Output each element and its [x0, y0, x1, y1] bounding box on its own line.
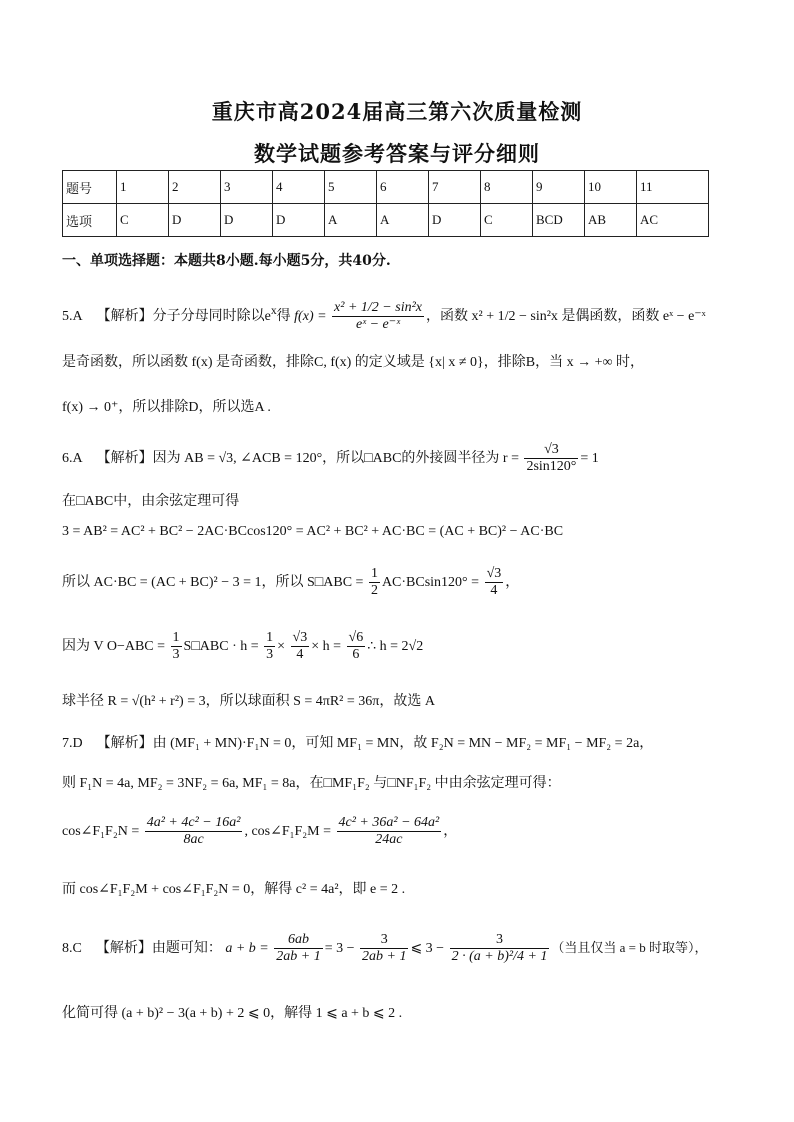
table-question-cell: 5	[325, 171, 377, 204]
q5-fx: f(x) =	[294, 308, 327, 324]
q7-line4: 而 cos∠F₁F₂M + cos∠F₁F₂N = 0，解得 c² = 4a²，即 e = 2 .	[62, 882, 406, 897]
table-question-cell: 10	[585, 171, 637, 204]
q7-frac2	[337, 815, 442, 848]
q6-line4	[62, 566, 519, 599]
table-question-cell: 6	[377, 171, 429, 204]
table-question-cell: 7	[429, 171, 481, 204]
q7-frac2-den: 24ac	[375, 832, 403, 848]
q6-r-den: 2sin120°	[526, 459, 577, 475]
q7-tag: 7.D	[62, 736, 83, 751]
q7-line3	[62, 815, 457, 848]
q6-s3b-den: 4	[296, 647, 304, 663]
table-row	[63, 204, 709, 237]
section-heading: 一、单项选择题：本题共8小题.每小题5分，共40分.	[62, 253, 391, 269]
table-answer-cell: D	[273, 204, 325, 237]
q6-s6-num: √6	[347, 630, 366, 647]
table-answer-cell: AB	[585, 204, 637, 237]
q5-ex-sup: x	[270, 304, 277, 318]
q5-head: 【解析】分子分母同时除以	[96, 308, 265, 324]
q7-cos1: cos∠F₁F₂N =	[62, 823, 140, 839]
table-row	[63, 171, 709, 204]
table-question-cell: 3	[221, 171, 273, 204]
q6-text4b: AC·BCsin120° =	[381, 574, 480, 590]
q8-text1: 【解析】由题可知：	[95, 940, 222, 956]
q6-text5e: ∴ h = 2√2	[367, 638, 424, 654]
q6-s3-den: 4	[490, 583, 498, 599]
q6-r-num: √3	[524, 442, 578, 459]
q5-fraction	[332, 300, 424, 333]
table-question-cell: 11	[637, 171, 709, 204]
q6-text4c: ，	[505, 574, 520, 590]
q7-line2: 则 F₁N = 4a, MF₂ = 3NF₂ = 6a, MF₁ = 8a，在□MF₁F₂ 与□NF₁F₂ 中由余弦定理可得：	[62, 776, 561, 791]
q8-frac2	[360, 932, 408, 965]
q7-frac1-den: 8ac	[183, 832, 204, 848]
q6-third-num: 1	[171, 630, 182, 647]
q5-text1: ，函数 x² + 1/2 − sin²x 是偶函数，函数 eˣ − e⁻ˣ	[426, 308, 706, 324]
q5-num: x² + 1/2 − sin²x	[332, 300, 424, 317]
q7-line1	[62, 732, 653, 752]
q8-frac1-den: 2ab + 1	[276, 949, 321, 965]
table-question-cell: 9	[533, 171, 585, 204]
table-header-label: 题号	[63, 171, 117, 204]
table-answer-cell: D	[221, 204, 273, 237]
table-question-cell: 2	[169, 171, 221, 204]
q5-line2: 是奇函数，所以函数 f(x) 是奇函数，排除C, f(x) 的定义域是 {x| x ≠ 0}，排除B，当 x → +∞ 时，	[62, 355, 644, 370]
q6-third2-den: 3	[266, 647, 274, 663]
table-answer-cell: AC	[637, 204, 709, 237]
q6-line6: 球半径 R = √(h² + r²) = 3，所以球面积 S = 4πR² = 36π，故选 A	[62, 694, 435, 709]
table-answer-cell: C	[117, 204, 169, 237]
q6-text1b: = 1	[580, 450, 599, 466]
q7-comma: ，	[443, 823, 458, 839]
table-answer-label: 选项	[63, 204, 117, 237]
q5-line3: f(x) → 0⁺，所以排除D，所以选A .	[62, 400, 271, 415]
q6-line5	[62, 630, 423, 663]
q6-s6-fraction	[347, 630, 366, 663]
q8-ab: a + b =	[225, 940, 269, 956]
q6-text5c: ×	[277, 638, 286, 654]
q5-den: eˣ − e⁻ˣ	[355, 317, 401, 333]
q8-note: （当且仅当 a = b 时取等），	[551, 939, 708, 955]
q6-text5b: S□ABC · h =	[183, 638, 259, 654]
q8-mid1: = 3 −	[324, 940, 355, 956]
answer-table	[62, 170, 709, 237]
q8-frac2-den: 2ab + 1	[362, 949, 407, 965]
q6-text5a: 因为 V O−ABC =	[62, 638, 166, 654]
table-answer-cell: D	[169, 204, 221, 237]
q8-frac1	[274, 932, 322, 965]
q7-frac1	[145, 815, 243, 848]
table-question-cell: 8	[481, 171, 533, 204]
q8-frac3-den: 2 · (a + b)²/4 + 1	[451, 949, 548, 965]
q8-tag: 8.C	[62, 940, 82, 956]
page-subtitle: 数学试题参考答案与评分细则	[254, 141, 540, 166]
table-answer-cell: BCD	[533, 204, 585, 237]
q8-line2: 化简可得 (a + b)² − 3(a + b) + 2 ⩽ 0，解得 1 ⩽ a + b ⩽ 2 .	[62, 1006, 403, 1021]
q6-third-den: 3	[172, 647, 180, 663]
q6-half-fraction	[369, 566, 380, 599]
table-answer-cell: A	[325, 204, 377, 237]
q6-line2: 在□ABC中，由余弦定理可得	[62, 494, 240, 509]
q6-r-fraction	[524, 442, 578, 475]
q8-frac3	[450, 932, 550, 965]
q8-frac1-num: 6ab	[274, 932, 322, 949]
q6-third2-fraction	[264, 630, 275, 663]
table-question-cell: 4	[273, 171, 325, 204]
q6-line3: 3 = AB² = AC² + BC² − 2AC·BCcos120° = AC² + BC² + AC·BC = (AC + BC)² − AC·BC	[62, 524, 564, 539]
q7-frac2-num: 4c² + 36a² − 64a²	[337, 815, 442, 832]
q5-ex: e	[264, 308, 271, 324]
q5-line1	[62, 300, 706, 333]
q6-third2-num: 1	[264, 630, 275, 647]
q6-s3b-num: √3	[291, 630, 310, 647]
q5-tag: 5.A	[62, 308, 83, 324]
q8-line1	[62, 932, 708, 965]
q8-mid2: ⩽ 3 −	[410, 940, 445, 956]
q7-frac1-num: 4a² + 4c² − 16a²	[145, 815, 243, 832]
q6-line1	[62, 442, 599, 475]
q6-text4a: 所以 AC·BC = (AC + BC)² − 3 = 1，所以 S□ABC =	[62, 574, 364, 590]
q5-de: 得	[276, 308, 291, 324]
page-title: 重庆市高2024届高三第六次质量检测	[211, 99, 583, 124]
q8-frac2-num: 3	[360, 932, 408, 949]
q6-s6-den: 6	[352, 647, 360, 663]
q6-text5d: × h =	[311, 638, 342, 654]
q6-half-num: 1	[369, 566, 380, 583]
table-answer-cell: D	[429, 204, 481, 237]
table-answer-cell: A	[377, 204, 429, 237]
q7-text1: 【解析】由 (MF₁ + MN)·F₁N = 0，可知 MF₁ = MN，故 F₂N = MN − MF₂ = MF₁ − MF₂ = 2a，	[96, 736, 654, 751]
q6-s3-num: √3	[485, 566, 504, 583]
table-question-cell: 1	[117, 171, 169, 204]
q6-s3-fraction	[485, 566, 504, 599]
q6-text1: 【解析】因为 AB = √3, ∠ACB = 120°，所以□ABC的外接圆半径为 r =	[96, 450, 519, 466]
q6-tag: 6.A	[62, 450, 83, 466]
q8-frac3-num: 3	[450, 932, 550, 949]
q6-third-fraction	[171, 630, 182, 663]
q6-half-den: 2	[370, 583, 378, 599]
q7-cos2: , cos∠F₁F₂M =	[244, 823, 332, 839]
table-answer-cell: C	[481, 204, 533, 237]
q6-s3b-fraction	[291, 630, 310, 663]
